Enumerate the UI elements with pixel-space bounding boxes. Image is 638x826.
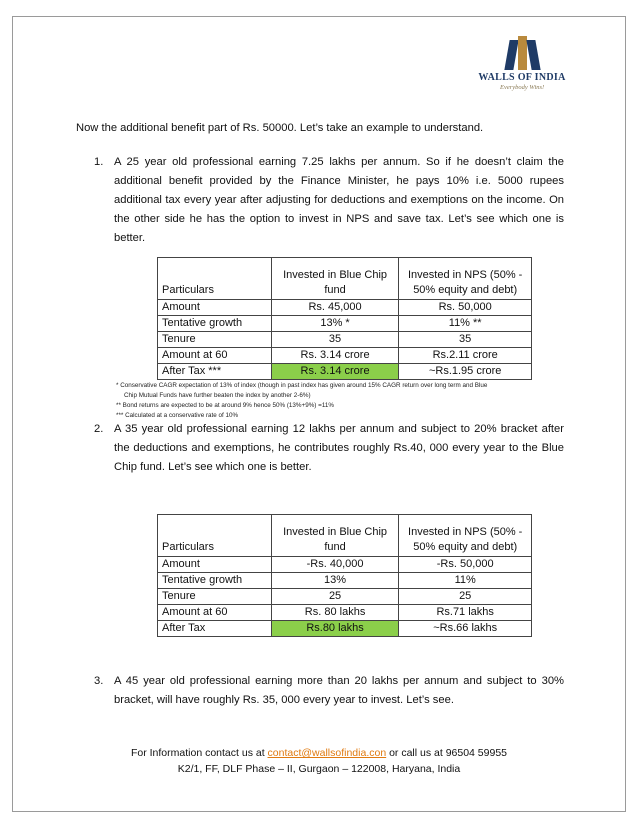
table-cell: Tenure — [158, 332, 272, 348]
list-number: 2. — [94, 423, 104, 435]
comparison-table-2 — [157, 514, 532, 637]
footer-phone: or call us at 96504 59955 — [386, 747, 508, 759]
header-blue-chip: Invested in Blue Chip fund — [271, 258, 399, 300]
table-row — [158, 300, 532, 316]
logo-name: WALLS OF INDIA — [478, 72, 566, 83]
table-cell: Rs. 45,000 — [271, 300, 399, 316]
table-cell: 25 — [399, 589, 532, 605]
footnote: * Conservative CAGR expectation of 13% of index (though in past index has given around 15% CAGR return over long term and Blue — [116, 382, 488, 389]
table-cell: Rs. 80 lakhs — [271, 605, 399, 621]
table-cell: Rs.71 lakhs — [399, 605, 532, 621]
table-row — [158, 589, 532, 605]
header-particulars: Particulars — [158, 258, 272, 300]
logo-tagline: Everybody Wins! — [500, 84, 545, 91]
table-cell: Tentative growth — [158, 573, 272, 589]
list-number: 1. — [94, 156, 104, 168]
table-row — [158, 316, 532, 332]
list-item-text: A 45 year old professional earning more than 20 lakhs per annum and subject to 30% bracket, will have roughly Rs. 35, 000 every year to invest. Let’s see. — [114, 675, 564, 706]
header-nps: Invested in NPS (50% - 50% equity and debt) — [399, 258, 532, 300]
table-cell: Amount — [158, 557, 272, 573]
footer-prefix: For Information contact us at — [130, 747, 268, 759]
header-particulars: Particulars — [158, 515, 272, 557]
table-cell: Amount at 60 — [158, 348, 272, 364]
footnote: Chip Mutual Funds have further beaten the index by another 2-6%) — [124, 392, 311, 399]
table-cell: -Rs. 50,000 — [399, 557, 532, 573]
logo-mark-icon — [502, 36, 542, 70]
list-item-text: A 25 year old professional earning 7.25 lakhs per annum. So if he doesn’t claim the additional benefit provided by the Finance Minister, he pays 10% i.e. 5000 rupees additional tax every year after adjusting for deductions and exemptions on the income. On the other side he has the option to invest in NPS and save tax. Let’s see which one is better. — [114, 156, 564, 244]
table-cell: Tentative growth — [158, 316, 272, 332]
table-cell: 13% — [271, 573, 399, 589]
intro-text: Now the additional benefit part of Rs. 50000. Let’s take an example to understand. — [76, 122, 484, 134]
list-item-text: A 35 year old professional earning 12 lakhs per annum and subject to 20% bracket after the deductions and exemptions, he contributes roughly Rs.40, 000 every year to the Blue Chip fund. Let’s see which one is better. — [114, 423, 564, 473]
table-cell: Amount at 60 — [158, 605, 272, 621]
table-cell: ~Rs.66 lakhs — [399, 621, 532, 637]
list-number: 3. — [94, 675, 104, 687]
footer-contact-line — [0, 745, 638, 761]
list-item-1 — [94, 153, 564, 248]
table-row — [158, 364, 532, 380]
highlighted-cell: Rs.80 lakhs — [271, 621, 399, 637]
comparison-table-1 — [157, 257, 532, 380]
table-cell: Amount — [158, 300, 272, 316]
table-cell: ~Rs.1.95 crore — [399, 364, 532, 380]
highlighted-cell: Rs. 3.14 crore — [271, 364, 399, 380]
footnote: *** Calculated at a conservative rate of 10% — [116, 412, 239, 419]
table-cell: Rs. 50,000 — [399, 300, 532, 316]
table-cell: Tenure — [158, 589, 272, 605]
header-nps: Invested in NPS (50% - 50% equity and debt) — [399, 515, 532, 557]
table-row — [158, 348, 532, 364]
footer-address: K2/1, FF, DLF Phase – II, Gurgaon – 122008, Haryana, India — [177, 763, 461, 775]
list-item-3 — [94, 672, 564, 710]
header-blue-chip: Invested in Blue Chip fund — [271, 515, 399, 557]
page-footer — [0, 745, 638, 777]
footnotes — [116, 381, 546, 421]
table-cell: After Tax — [158, 621, 272, 637]
table-cell: Rs. 3.14 crore — [271, 348, 399, 364]
table-cell: 35 — [399, 332, 532, 348]
table-row — [158, 573, 532, 589]
table-row — [158, 557, 532, 573]
table-cell: After Tax *** — [158, 364, 272, 380]
list-item-2 — [94, 420, 564, 477]
table-cell: -Rs. 40,000 — [271, 557, 399, 573]
table-cell: Rs.2.11 crore — [399, 348, 532, 364]
footnote: ** Bond returns are expected to be at around 9% hence 50% (13%+9%) =11% — [116, 402, 334, 409]
table-cell: 13% * — [271, 316, 399, 332]
table-cell: 35 — [271, 332, 399, 348]
walls-of-india-logo — [474, 36, 570, 98]
table-row — [158, 332, 532, 348]
table-row — [158, 605, 532, 621]
table-cell: 25 — [271, 589, 399, 605]
table-row — [158, 621, 532, 637]
email-link[interactable]: contact@wallsofindia.con — [267, 747, 387, 759]
table-cell: 11% — [399, 573, 532, 589]
table-cell: 11% ** — [399, 316, 532, 332]
